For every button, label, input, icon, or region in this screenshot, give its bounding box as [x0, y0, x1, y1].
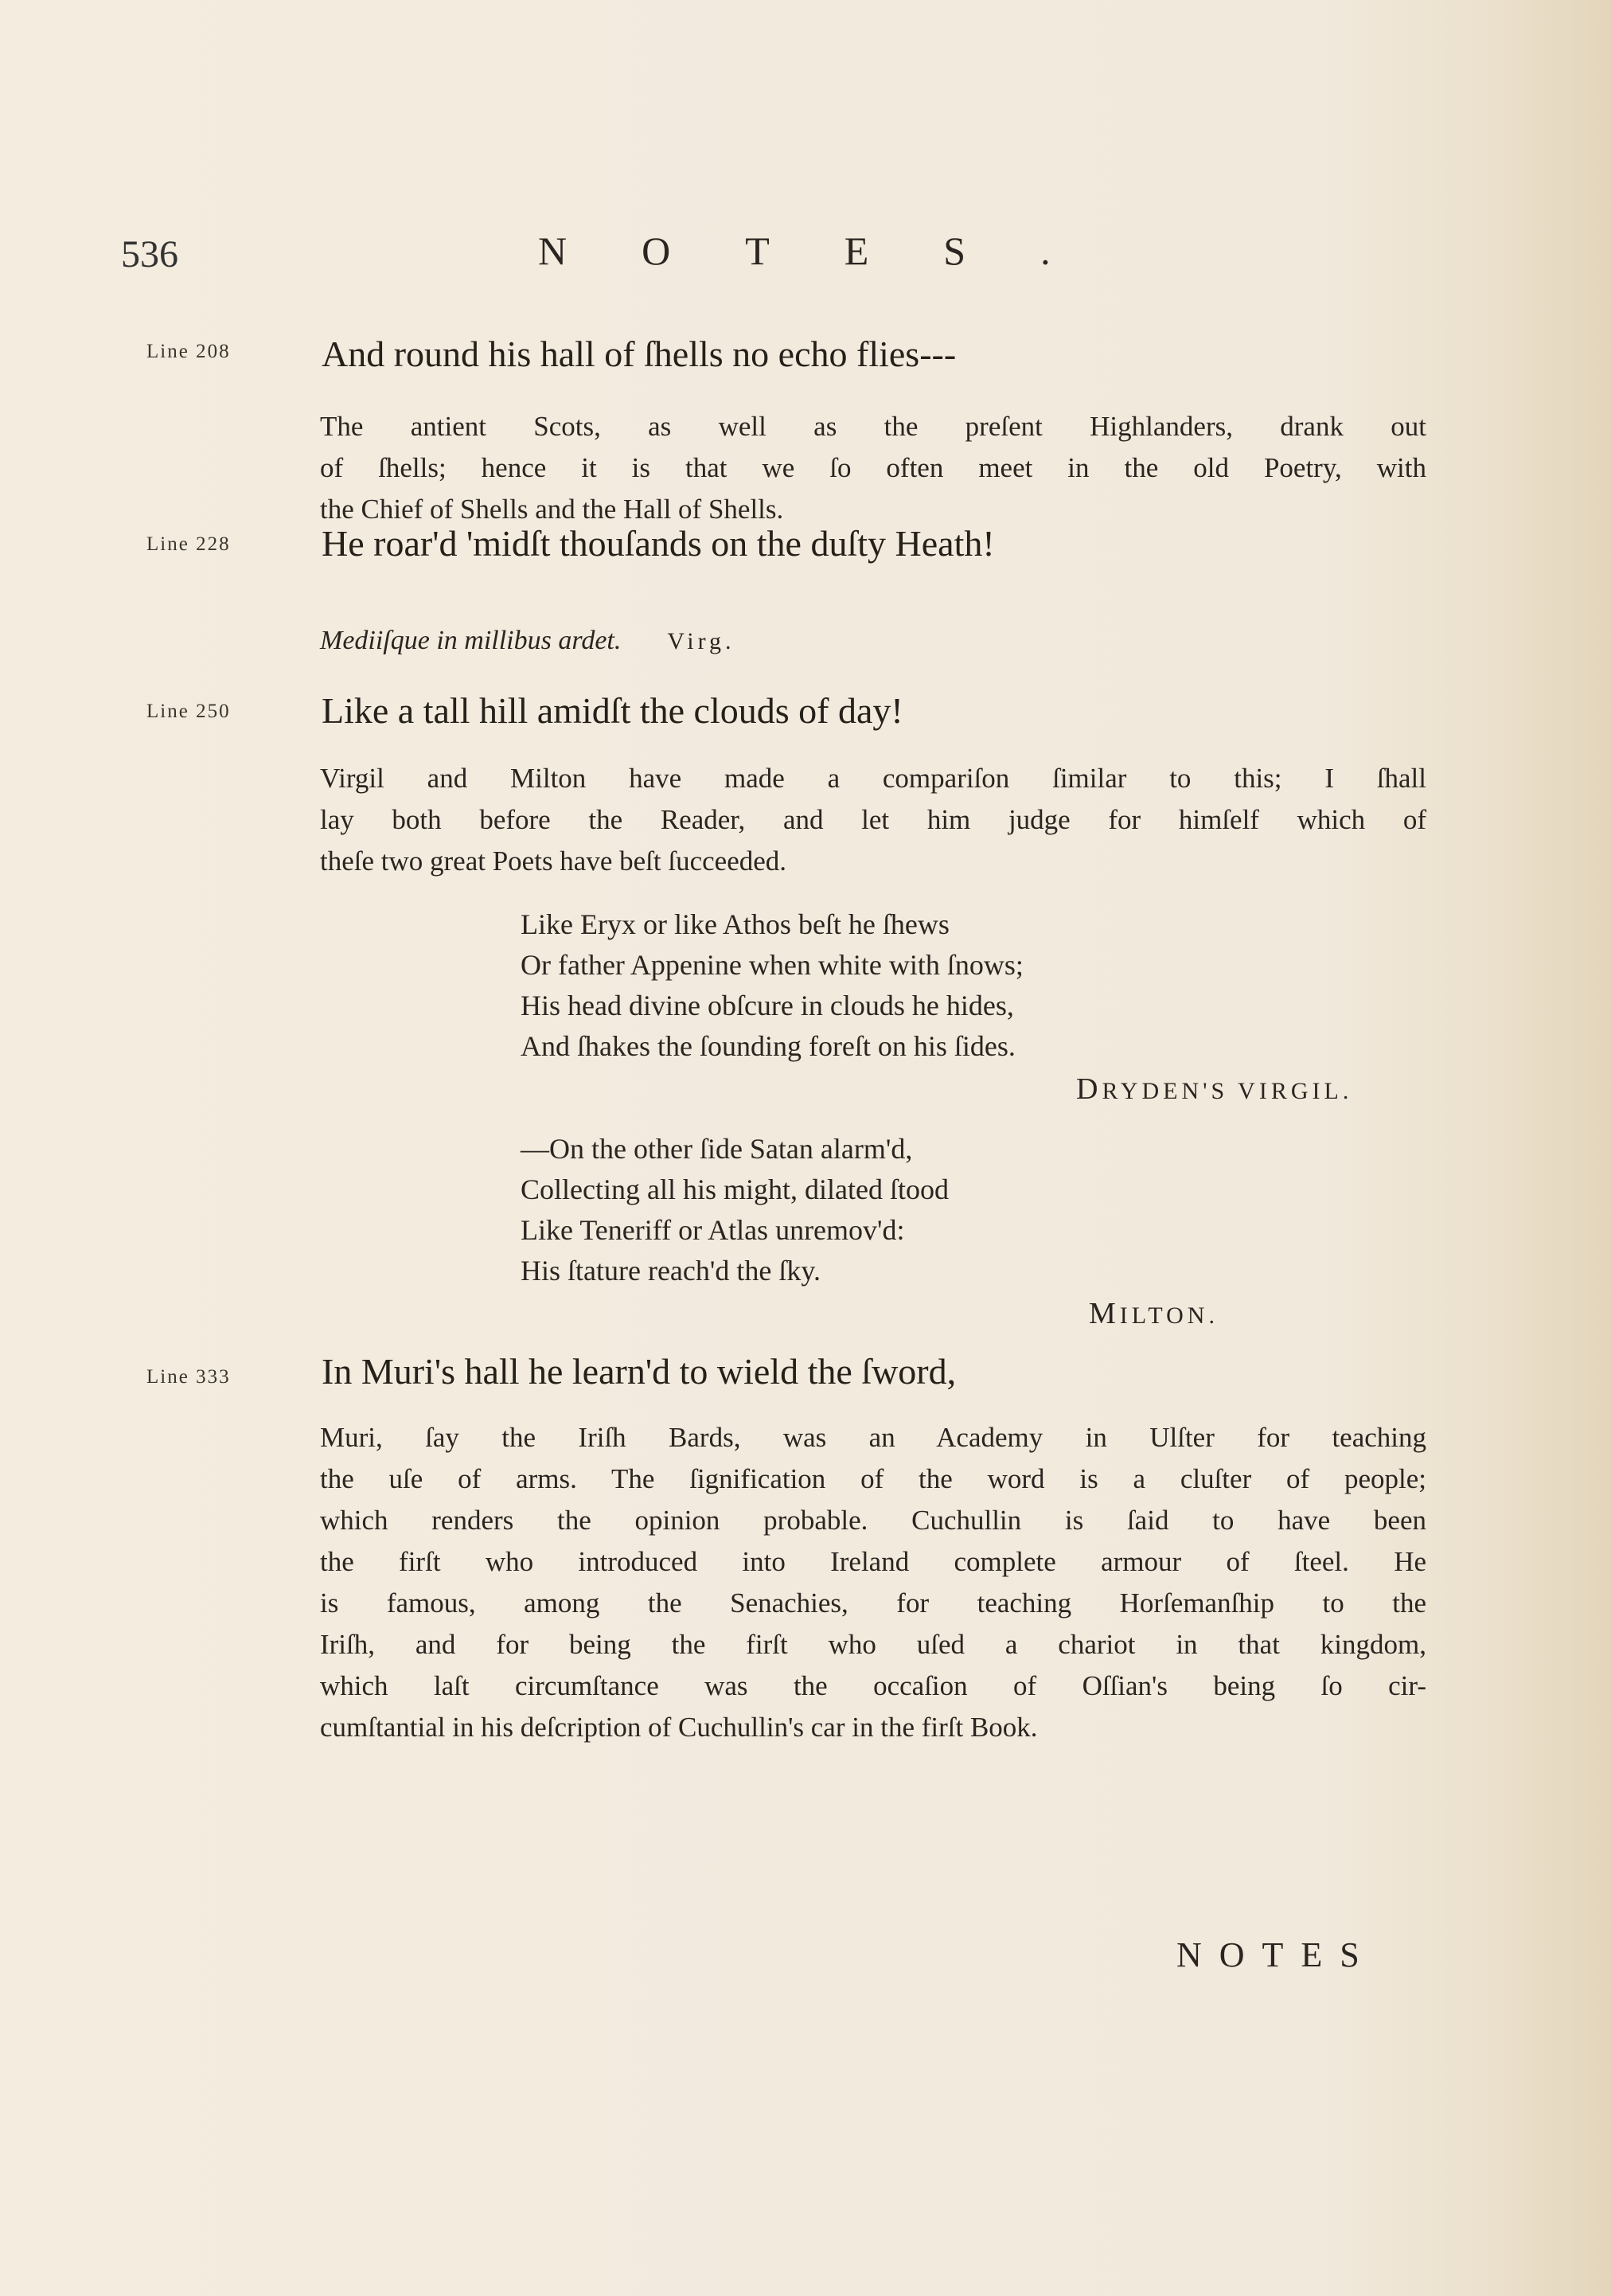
- note-line: the uſe of arms. The ſignification of the word is a cluſter of people;: [320, 1463, 1426, 1494]
- note-line: the firſt who introduced into Ireland complete armour of ſteel. He: [320, 1546, 1426, 1577]
- note-paragraph: [320, 758, 1426, 882]
- note-line: of ſhells; hence it is that we ſo often meet in the old Poetry, with: [320, 452, 1426, 483]
- line-reference-label: Line 208: [146, 341, 231, 362]
- note-line: is famous, among the Senachies, for teaching Horſemanſhip to the: [320, 1587, 1426, 1619]
- lemma-heading: And round his hall of ſhells no echo flies---: [322, 334, 957, 374]
- note-paragraph: [320, 1417, 1426, 1748]
- note-paragraph: [320, 406, 1426, 530]
- note-line: cumſtantial in his deſcription of Cuchullin's car in the firſt Book.: [320, 1712, 1038, 1743]
- note-line: which renders the opinion probable. Cuchullin is ſaid to have been: [320, 1505, 1426, 1536]
- verse-line: —On the other ſide Satan alarm'd,: [521, 1133, 913, 1165]
- verse-quotation-milton: [521, 1129, 949, 1291]
- verse-line: Like Eryx or like Athos beſt he ſhews: [521, 908, 950, 940]
- verse-quotation-dryden: [521, 904, 1024, 1067]
- running-head: NOTES.: [538, 228, 1125, 273]
- lemma-heading: In Muri's hall he learn'd to wield the ſword,: [322, 1351, 957, 1392]
- line-reference-label: Line 228: [146, 533, 231, 555]
- note-line: Virgil and Milton have made a compariſon ſimilar to this; I ſhall: [320, 763, 1426, 794]
- page-number: 536: [121, 233, 178, 275]
- verse-line: His head divine obſcure in clouds he hides,: [521, 990, 1014, 1021]
- note-line: The antient Scots, as well as the preſent Highlanders, drank out: [320, 411, 1426, 442]
- latin-quotation: [320, 626, 735, 656]
- line-reference-label: Line 333: [146, 1366, 231, 1388]
- lemma-heading: Like a tall hill amidſt the clouds of day!: [322, 690, 903, 731]
- note-line: the Chief of Shells and the Hall of Shells.: [320, 494, 784, 525]
- lemma-heading: He roar'd 'midſt thouſands on the duſty Heath!: [322, 523, 995, 564]
- line-reference-label: Line 250: [146, 701, 231, 722]
- note-line: Iriſh, and for being the firſt who uſed a chariot in that kingdom,: [320, 1629, 1426, 1660]
- quotation-text: Mediiſque in millibus ardet.: [320, 626, 622, 655]
- quotation-source: Virg.: [667, 628, 735, 654]
- verse-attribution: MILTON.: [1089, 1297, 1219, 1330]
- note-line: theſe two great Poets have beſt ſucceeded.: [320, 845, 787, 877]
- note-line: which laſt circumſtance was the occaſion of Oſſian's being ſo cir-: [320, 1670, 1426, 1701]
- verse-line: Collecting all his might, dilated ſtood: [521, 1173, 949, 1205]
- verse-line: His ſtature reach'd the ſky.: [521, 1255, 821, 1287]
- note-line: lay both before the Reader, and let him judge for himſelf which of: [320, 804, 1426, 835]
- verse-line: And ſhakes the ſounding foreſt on his ſides.: [521, 1030, 1016, 1062]
- catchword: NOTES: [1176, 1935, 1377, 1974]
- verse-line: Like Teneriff or Atlas unremov'd:: [521, 1214, 905, 1246]
- verse-attribution: DRYDEN'S VIRGIL.: [1076, 1072, 1353, 1106]
- verse-line: Or father Appenine when white with ſnows;: [521, 949, 1024, 981]
- note-line: Muri, ſay the Iriſh Bards, was an Academy in Ulſter for teaching: [320, 1422, 1426, 1453]
